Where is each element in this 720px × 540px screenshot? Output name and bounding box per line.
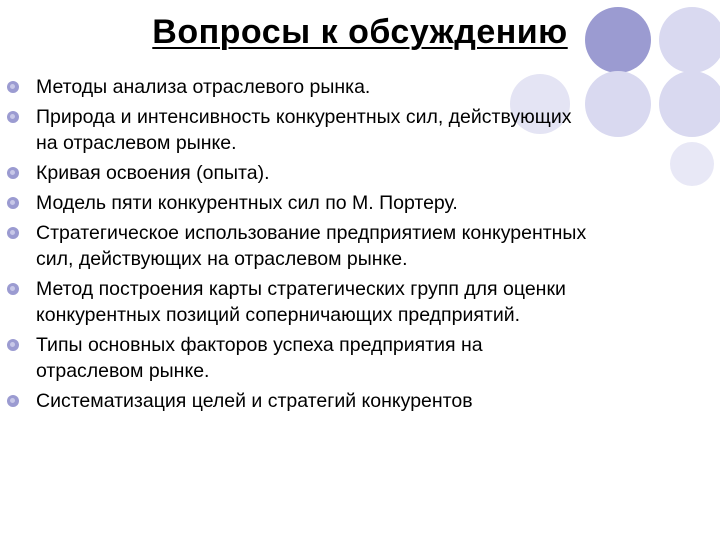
list-item xyxy=(0,220,720,272)
item-text-continued: на отраслевом рынке. xyxy=(36,132,237,154)
bullet-icon xyxy=(7,197,19,209)
item-text: Методы анализа отраслевого рынка. xyxy=(36,76,371,98)
item-text: Типы основных факторов успеха предприятия на xyxy=(36,334,483,356)
bullet-icon xyxy=(7,227,19,239)
slide-title: Вопросы к обсуждению xyxy=(152,13,568,51)
bullet-icon xyxy=(7,339,19,351)
list-item xyxy=(0,104,720,156)
discussion-list xyxy=(0,74,720,418)
item-text: Стратегическое использование предприятием конкурентных xyxy=(36,222,587,244)
list-item xyxy=(0,388,720,414)
list-item xyxy=(0,160,720,186)
item-text: Систематизация целей и стратегий конкурентов xyxy=(36,390,473,412)
bullet-icon xyxy=(7,395,19,407)
item-text: Модель пяти конкурентных сил по М. Портеру. xyxy=(36,192,458,214)
deco-circle xyxy=(659,7,720,73)
item-text-continued: сил, действующих на отраслевом рынке. xyxy=(36,248,408,270)
list-item xyxy=(0,190,720,216)
list-item xyxy=(0,276,720,328)
item-text: Кривая освоения (опыта). xyxy=(36,162,270,184)
bullet-icon xyxy=(7,111,19,123)
bullet-icon xyxy=(7,81,19,93)
bullet-icon xyxy=(7,283,19,295)
item-text: Метод построения карты стратегических групп для оценки xyxy=(36,278,566,300)
list-item xyxy=(0,332,720,384)
item-text: Природа и интенсивность конкурентных сил, действующих xyxy=(36,106,572,128)
item-text-continued: отраслевом рынке. xyxy=(36,360,210,382)
list-item xyxy=(0,74,720,100)
item-text-continued: конкурентных позиций соперничающих предприятий. xyxy=(36,304,521,326)
bullet-icon xyxy=(7,167,19,179)
